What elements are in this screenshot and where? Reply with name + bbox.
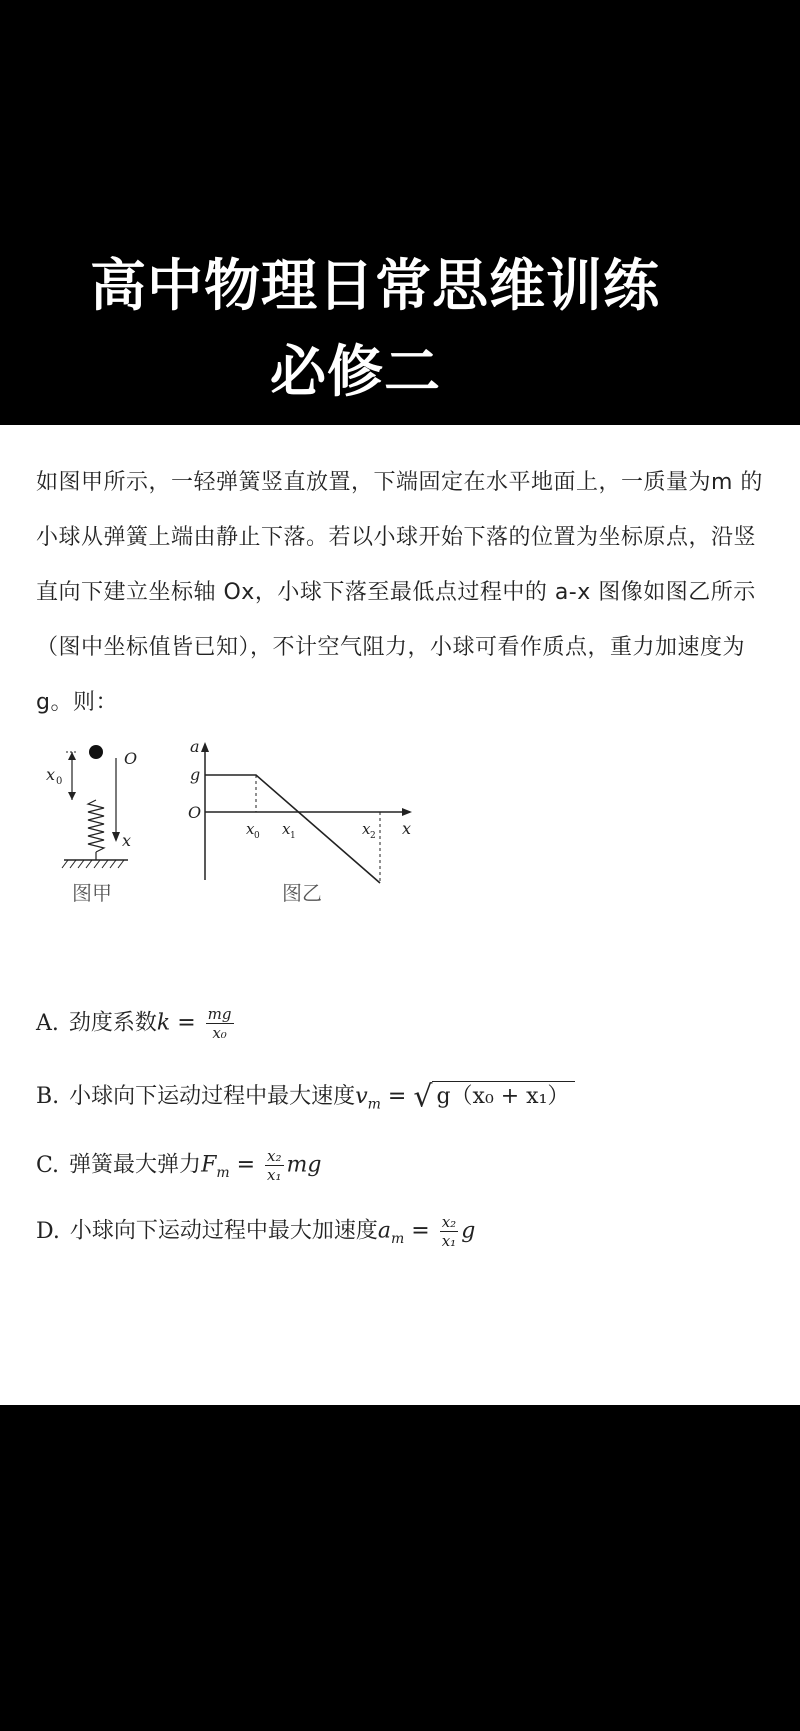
option-a[interactable]: [36, 1005, 237, 1042]
title-line-2: 必修二: [270, 340, 441, 405]
caption-right: 图乙: [282, 881, 322, 905]
sqrt-icon: √: [413, 1079, 433, 1115]
option-b-eq: =: [380, 1084, 414, 1109]
option-b-lhs: v: [355, 1084, 368, 1109]
graph-x2: x: [362, 820, 371, 838]
option-a-den: x₀: [212, 1024, 227, 1042]
option-b-sqrt: g（x₀ + x₁）: [432, 1081, 575, 1109]
label-x0: x: [46, 765, 56, 784]
graph-label-o: O: [188, 803, 202, 822]
option-d[interactable]: [36, 1213, 475, 1250]
option-c-den: x₁: [267, 1166, 282, 1184]
a-x-line: [205, 775, 380, 883]
option-d-num: x₂: [441, 1213, 457, 1231]
question-text: 如图甲所示，一轻弹簧竖直放置，下端固定在水平地面上，一质量为m 的小球从弹簧上端由静止下落。若以小球开始下落的位置为坐标原点，沿竖直向下建立坐标轴 Ox，小球下落至最低点过程中的 a-x 图像如图乙所示（图中坐标值皆已知），不计空气阻力，小球可看作质点，重力加速度为 g。则：: [36, 470, 763, 715]
option-a-num: mg: [207, 1005, 232, 1023]
option-a-fraction: [206, 1005, 234, 1042]
option-c-tail: mg: [286, 1152, 322, 1178]
option-b-letter: B.: [36, 1084, 60, 1109]
graph-x2-sub: 2: [370, 831, 376, 841]
option-c-text: 弹簧最大弹力: [69, 1152, 202, 1178]
title-line-1: 高中物理日常思维训练: [90, 254, 660, 319]
bottom-banner: [0, 1405, 800, 1731]
option-c-eq: =: [229, 1152, 263, 1178]
figure-spring: [46, 745, 137, 905]
physics-figure: [40, 740, 440, 940]
option-c-lhs: F: [201, 1152, 217, 1178]
option-b[interactable]: [36, 1079, 575, 1115]
option-a-letter: A.: [36, 1010, 59, 1036]
label-x: x: [122, 831, 132, 850]
option-a-eq: =: [170, 1010, 203, 1036]
option-b-text: 小球向下运动过程中最大速度: [69, 1084, 356, 1109]
option-b-lhs-sub: m: [367, 1096, 381, 1113]
spring-icon: [88, 800, 104, 852]
option-c-fraction: [265, 1147, 283, 1184]
graph-x1-sub: 1: [290, 831, 296, 841]
graph-label-g: g: [190, 765, 201, 784]
label-x0-sub: 0: [56, 776, 63, 787]
figure-graph: [188, 740, 412, 905]
option-c-num: x₂: [267, 1147, 282, 1165]
option-c-lhs-sub: m: [216, 1164, 230, 1181]
option-c-letter: C.: [36, 1152, 60, 1178]
option-d-eq: =: [404, 1218, 437, 1244]
option-d-lhs: a: [377, 1218, 391, 1244]
graph-x1: x: [282, 820, 291, 838]
graph-x0-sub: 0: [254, 831, 260, 841]
label-o: O: [124, 749, 138, 768]
option-d-tail: g: [461, 1218, 476, 1244]
ball-icon: [89, 745, 103, 759]
question-card: [0, 425, 800, 1405]
option-c[interactable]: [36, 1147, 321, 1184]
option-d-text: 小球向下运动过程中最大加速度: [69, 1218, 378, 1244]
header-banner: [0, 0, 800, 425]
option-a-lhs: k: [156, 1010, 171, 1036]
option-d-letter: D.: [36, 1218, 60, 1244]
graph-label-a: a: [190, 740, 200, 756]
graph-x0: x: [246, 820, 255, 838]
option-d-den: x₁: [441, 1232, 457, 1250]
graph-label-x: x: [402, 819, 412, 838]
option-d-lhs-sub: m: [391, 1230, 405, 1247]
option-d-fraction: [440, 1213, 458, 1250]
caption-left: 图甲: [72, 881, 112, 905]
option-a-text: 劲度系数: [68, 1010, 157, 1036]
